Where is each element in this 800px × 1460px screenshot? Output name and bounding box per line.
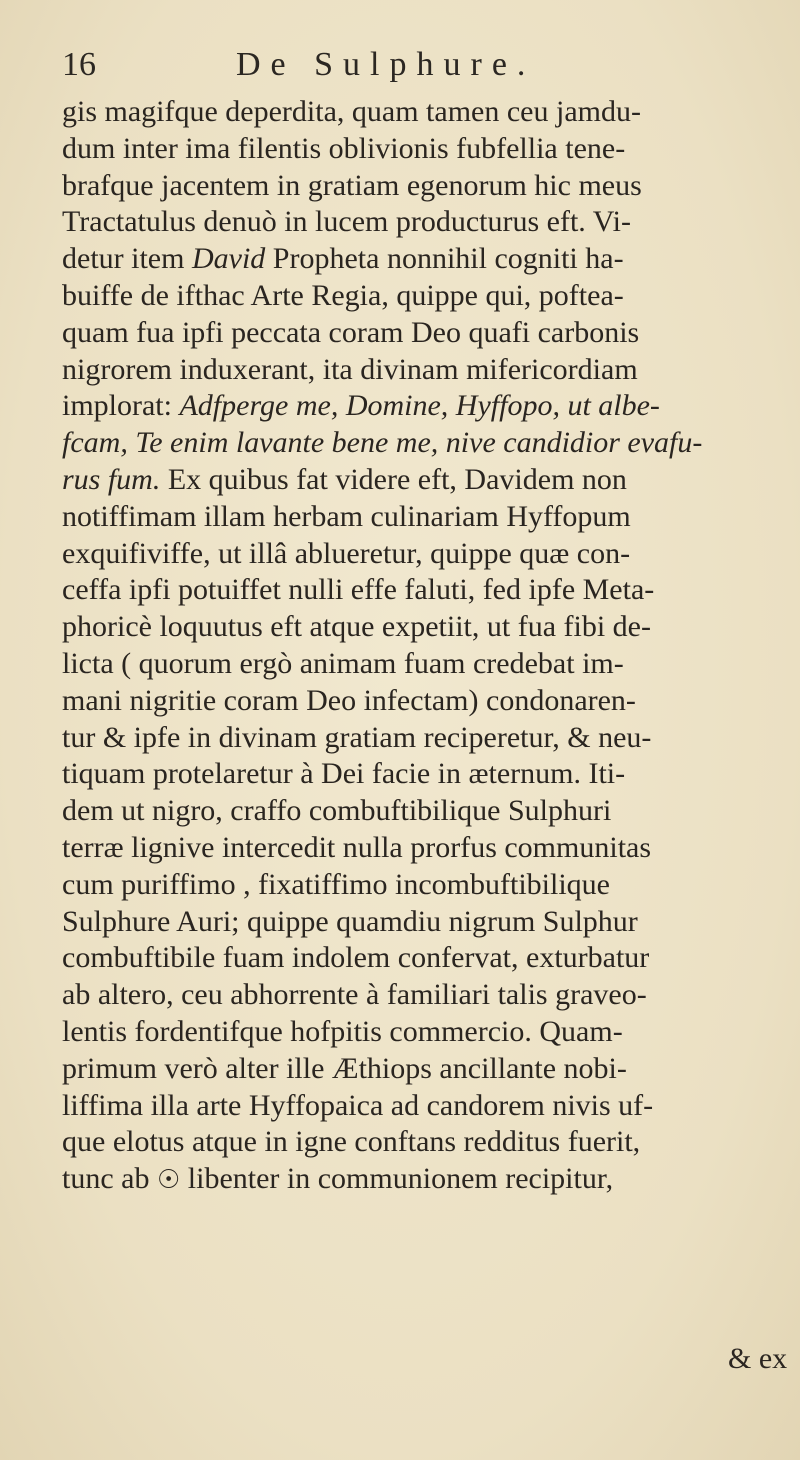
text-line — [62, 241, 797, 278]
text-run: licta ( quorum ergò animam fuam credebat im- — [62, 646, 624, 680]
text-run: libenter in communionem recipitur, — [180, 1162, 614, 1196]
text-line — [62, 536, 797, 573]
text-line — [62, 977, 797, 1014]
text-run: lentis fordentifque hofpitis commercio. Quam- — [62, 1014, 623, 1048]
text-line — [62, 830, 797, 867]
text-line — [62, 793, 797, 830]
text-line — [62, 904, 797, 941]
text-run: phoricè loquutus eft atque expetiit, ut fua fibi de- — [62, 610, 651, 644]
text-line — [62, 940, 797, 977]
text-line — [62, 720, 797, 757]
text-run: Tractatulus denuò in lucem producturus eft. Vi- — [62, 205, 631, 239]
text-run: exquifiviffe, ut illâ ablueretur, quippe quæ con- — [62, 536, 631, 570]
running-title: De Sulphure. — [236, 46, 536, 83]
text-run: primum verò alter ille Æthiops ancillante nobi- — [62, 1051, 627, 1085]
text-line — [62, 131, 797, 168]
text-run: terræ lignive intercedit nulla prorfus communitas — [62, 830, 652, 864]
text-line — [62, 646, 797, 683]
text-line — [62, 204, 797, 241]
text-run: gis magifque deperdita, quam tamen ceu jamdu- — [62, 95, 641, 128]
gold-sun-symbol: ☉ — [156, 1165, 181, 1195]
text-run: liffima illa arte Hyffopaica ad candorem nivis uf- — [62, 1088, 654, 1122]
text-line — [62, 168, 797, 205]
text-line — [62, 1124, 797, 1161]
text-run: notiffimam illam herbam culinariam Hyffopum — [62, 499, 631, 533]
text-run: cum puriffimo , fixatiffimo incombuftibilique — [62, 867, 610, 901]
text-run: mani nigritie coram Deo infectam) condonaren- — [62, 683, 636, 717]
text-run: Sulphure Auri; quippe quamdiu nigrum Sulphur — [62, 904, 638, 938]
text-line — [62, 462, 797, 499]
text-line — [62, 756, 797, 793]
text-line — [62, 572, 797, 609]
text-line — [62, 609, 797, 646]
text-run: detur item — [62, 242, 192, 276]
text-line — [62, 352, 797, 389]
text-line — [62, 388, 797, 425]
italic-text-run: David — [191, 242, 266, 276]
text-run: Propheta nonnihil cogniti ha- — [265, 242, 624, 276]
text-line — [62, 499, 797, 536]
text-run: combuftibile fuam indolem confervat, exturbatur — [62, 941, 650, 975]
text-line — [62, 1088, 797, 1125]
text-run: quam fua ipfi peccata coram Deo quafi carbonis — [62, 315, 640, 349]
text-line — [62, 1014, 797, 1051]
text-run: ab altero, ceu abhorrente à familiari talis graveo- — [62, 978, 647, 1012]
text-line — [62, 94, 797, 131]
italic-text-run: rus fum. — [62, 462, 161, 496]
text-run: dum inter ima filentis oblivionis fubfellia tene- — [62, 131, 626, 165]
text-run: brafque jacentem in gratiam egenorum hic meus — [62, 168, 642, 202]
text-line — [62, 683, 797, 720]
catchword: & ex — [728, 1342, 788, 1375]
text-run: nigrorem induxerant, ita divinam mifericordiam — [62, 352, 638, 386]
body-text — [62, 94, 797, 1198]
text-line — [62, 425, 797, 462]
text-line — [62, 867, 797, 904]
italic-text-run: fcam, Te enim lavante bene me, nive candidior evafu- — [62, 426, 703, 460]
text-run: Ex quibus fat videre eft, Davidem non — [160, 462, 627, 496]
text-run: tiquam protelaretur à Dei facie in æternum. Iti- — [62, 757, 626, 791]
text-line — [62, 1161, 797, 1198]
text-run: que elotus atque in igne conftans redditus fuerit, — [62, 1125, 641, 1159]
text-run: implorat: — [62, 389, 180, 423]
page-header — [62, 46, 682, 86]
page-number: 16 — [62, 46, 96, 83]
text-line — [62, 315, 797, 352]
text-run: dem ut nigro, craffo combuftibilique Sulphuri — [62, 794, 612, 828]
text-run: tur & ipfe in divinam gratiam reciperetur, & neu- — [62, 720, 652, 754]
text-line — [62, 278, 797, 315]
text-run: ceffa ipfi potuiffet nulli effe faluti, fed ipfe Meta- — [62, 573, 655, 607]
text-line — [62, 1051, 797, 1088]
text-run: buiffe de ifthac Arte Regia, quippe qui, poftea- — [62, 278, 624, 312]
text-run: tunc ab — [62, 1162, 157, 1196]
italic-text-run: Adfperge me, Domine, Hyffopo, ut albe- — [179, 389, 660, 423]
